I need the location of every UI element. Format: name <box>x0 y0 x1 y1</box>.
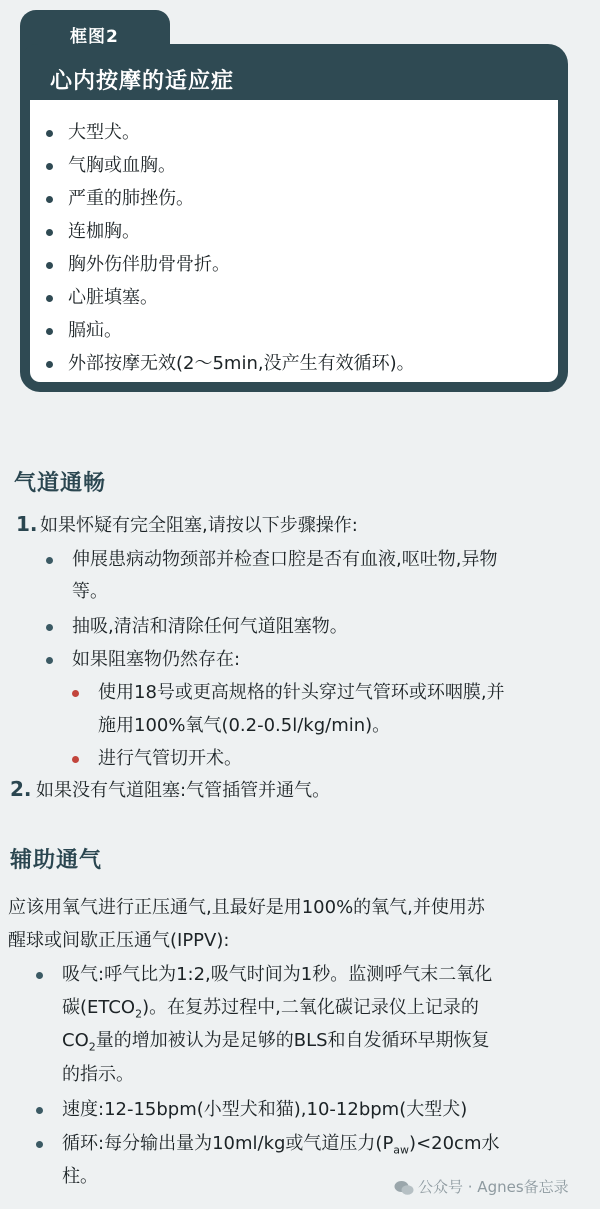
paragraph-line: 醒球或间歇正压通气(IPPV): <box>8 930 230 951</box>
step-number: 2. <box>10 777 32 801</box>
bullet-icon <box>46 328 53 335</box>
bullet-icon <box>46 229 53 236</box>
airway-title: 气道通畅 <box>14 471 107 496</box>
bullet-text: 的指示。 <box>62 1064 134 1085</box>
bullet-text: 碳$(ETCO_2)$。在复苏过程中,二氧化碳记录仪上记录的 <box>62 997 479 1021</box>
bullet-text: 循环:每分输出量为10ml/kg或气道压力$(P_{aw})<20cm$水 <box>62 1133 500 1157</box>
bullet-icon <box>46 657 53 664</box>
list-item: 胸外伤伴肋骨骨折。 <box>46 248 415 281</box>
paragraph-line: 应该用氧气进行正压通气,且最好是用100%的氧气,并使用苏 <box>8 897 485 918</box>
list-item: 心脏填塞。 <box>46 281 415 314</box>
bullet-text: 柱。 <box>62 1166 98 1187</box>
bullet-icon <box>46 262 53 269</box>
bullet-icon <box>46 557 53 564</box>
bullet-icon <box>46 196 53 203</box>
watermark: 公众号 · Agnes备忘录 <box>418 1178 569 1196</box>
list-item: 大型犬。 <box>46 116 415 149</box>
bullet-icon <box>46 130 53 137</box>
bullet-icon <box>36 972 43 979</box>
list-item: 连枷胸。 <box>46 215 415 248</box>
step-text: 如果怀疑有完全阻塞,请按以下步骤操作: <box>40 515 358 536</box>
bullet-icon <box>36 1141 43 1148</box>
bullet-text: $CO_2$量的增加被认为是足够的BLS和自发循环早期恢复 <box>62 1030 490 1054</box>
sub-bullet-icon <box>72 690 79 697</box>
bullet-icon <box>36 1107 43 1114</box>
bullet-text: 吸气:呼气比为1:2,吸气时间为1秒。监测呼气末二氧化 <box>62 964 493 985</box>
bullet-text: 如果阻塞物仍然存在: <box>72 649 241 670</box>
bullet-icon <box>46 624 53 631</box>
sub-bullet-text: 使用18号或更高规格的针头穿过气管环或环咽膜,并 <box>98 682 505 703</box>
list-item: 外部按摩无效(2～5min,没产生有效循环)。 <box>46 347 415 380</box>
sub-bullet-text: 进行气管切开术。 <box>98 748 242 769</box>
wechat-icon <box>394 1180 414 1196</box>
indication-list <box>46 116 415 380</box>
box-tag: 框图2 <box>70 27 119 47</box>
ventilation-title: 辅助通气 <box>10 848 103 873</box>
bullet-text: 等。 <box>72 581 108 602</box>
step-number: 1. <box>16 512 38 536</box>
list-item: 严重的肺挫伤。 <box>46 182 415 215</box>
box-title: 心内按摩的适应症 <box>50 69 235 94</box>
bullet-icon <box>46 295 53 302</box>
bullet-text: 速度:12-15bpm(小型犬和猫),10-12bpm(大型犬) <box>62 1099 468 1120</box>
bullet-icon <box>46 361 53 368</box>
bullet-text: 抽吸,清洁和清除任何气道阻塞物。 <box>72 616 348 637</box>
sub-bullet-icon <box>72 756 79 763</box>
list-item: 气胸或血胸。 <box>46 149 415 182</box>
sub-bullet-text: 施用100%氧气(0.2-0.5l/kg/min)。 <box>98 715 391 736</box>
bullet-icon <box>46 163 53 170</box>
bullet-text: 伸展患病动物颈部并检查口腔是否有血液,呕吐物,异物 <box>72 549 498 570</box>
step-text: 如果没有气道阻塞:气管插管并通气。 <box>36 780 331 801</box>
list-item: 膈疝。 <box>46 314 415 347</box>
